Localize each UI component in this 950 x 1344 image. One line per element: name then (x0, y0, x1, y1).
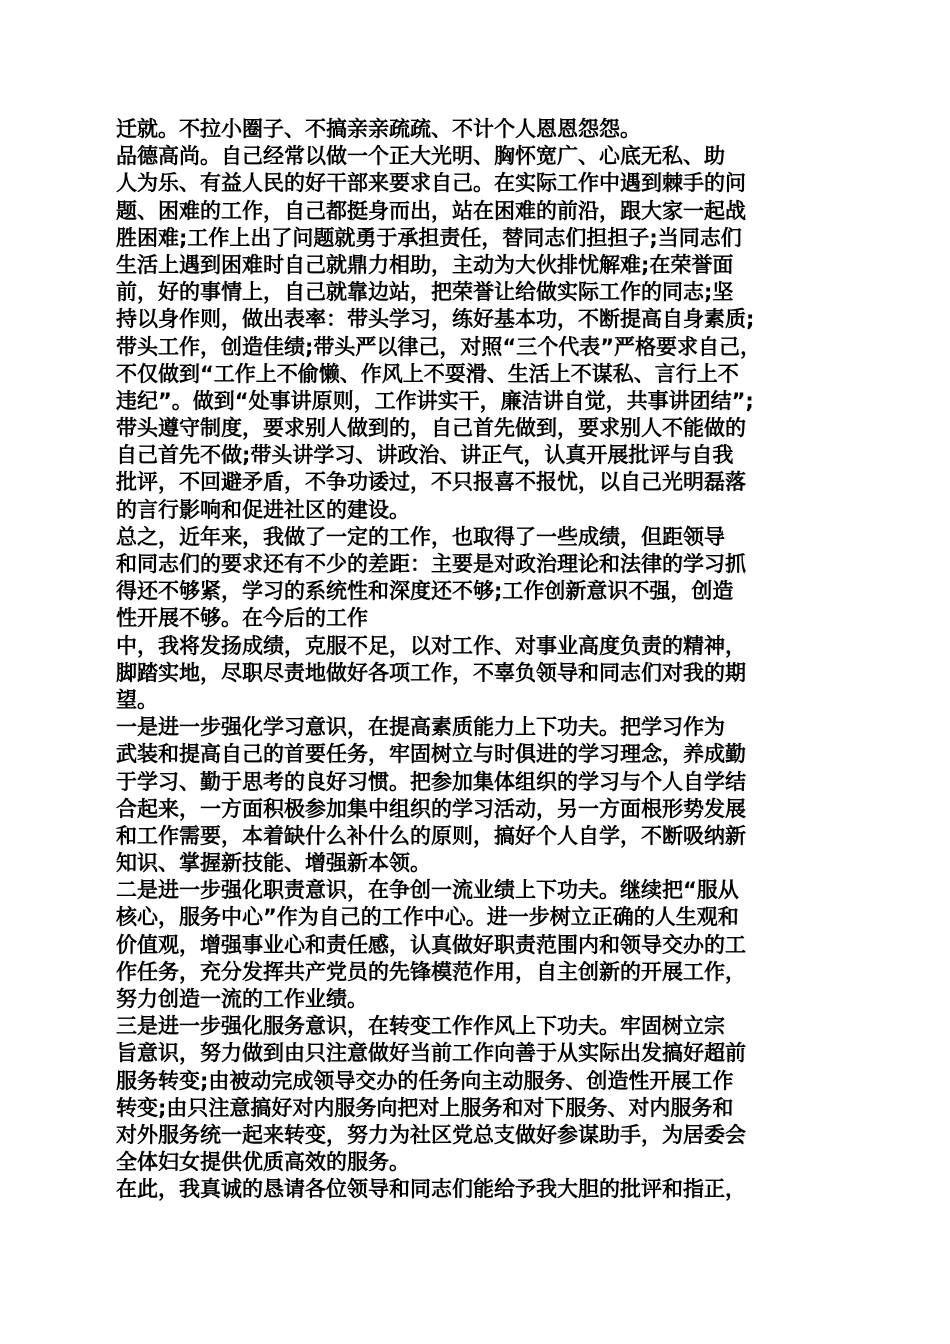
text-line: 在此，我真诚的恳请各位领导和同志们能给予我大胆的批评和指正， (116, 1177, 746, 1202)
text-line: 带头工作，创造佳绩;带头严以律己，对照“三个代表”严格要求自己， (116, 334, 761, 359)
text-line: 全体妇女提供优质高效的服务。 (116, 1150, 410, 1175)
text-line: 知识、掌握新技能、增强新本领。 (116, 851, 431, 876)
text-line: 合起来，一方面积极参加集中组织的学习活动，另一方面根形势发展 (116, 796, 746, 821)
text-line: 和工作需要，本着缺什么补什么的原则，搞好个人自学，不断吸纳新 (116, 823, 746, 848)
text-line: 自己首先不做;带头讲学习、讲政治、讲正气，认真开展批评与自我 (116, 443, 734, 468)
text-line: 胜困难;工作上出了问题就勇于承担责任，替同志们担担子;当同志们 (116, 225, 742, 250)
text-line: 努力创造一流的工作业绩。 (116, 987, 368, 1011)
text-line: 生活上遇到困难时自己就鼎力相助，主动为大伙排忧解难;在荣誉面 (116, 252, 734, 277)
text-line: 品德高尚。自己经常以做一个正大光明、胸怀宽广、心底无私、助 (116, 144, 725, 169)
text-line: 题、困难的工作，自己都挺身而出，站在困难的前沿，跟大家一起战 (116, 198, 746, 223)
text-line: 武装和提高自己的首要任务，牢固树立与时俱进的学习理念，养成勤 (116, 742, 746, 767)
text-line: 批评，不回避矛盾，不争功诿过，不只报喜不报忧，以自己光明磊落 (116, 470, 746, 495)
text-line: 望。 (116, 687, 158, 712)
text-line: 核心，服务中心”作为自己的工作中心。进一步树立正确的人生观和 (116, 905, 739, 930)
text-line: 转变;由只注意搞好对内服务向把对上服务和对下服务、对内服务和 (116, 1095, 734, 1120)
text-line: 一是进一步强化学习意识，在提高素质能力上下功夫。把学习作为 (116, 715, 725, 740)
text-line: 于学习、勤于思考的良好习惯。把参加集体组织的学习与个人自学结 (116, 769, 746, 794)
text-line: 作任务，充分发挥共产党员的先锋模范作用，自主创新的开展工作， (116, 959, 746, 984)
text-line: 二是进一步强化职责意识，在争创一流业绩上下功夫。继续把“服从 (116, 878, 739, 903)
text-line: 前，好的事情上，自己就靠边站，把荣誉让给做实际工作的同志;坚 (116, 280, 734, 305)
text-line: 价值观，增强事业心和责任感，认真做好职责范围内和领导交办的工 (116, 932, 746, 957)
text-line: 得还不够紧，学习的系统性和深度还不够;工作创新意识不强，创造 (116, 579, 734, 604)
document-body (116, 116, 838, 1204)
text-line: 违纪”。做到“处事讲原则，工作讲实干，廉洁讲自觉，共事讲团结”; (116, 388, 754, 413)
text-line: 对外服务统一起来转变，努力为社区党总支做好参谋助手，为居委会 (116, 1122, 746, 1147)
text-line: 脚踏实地，尽职尽责地做好各项工作，不辜负领导和同志们对我的期 (116, 660, 746, 685)
text-line: 三是进一步强化服务意识，在转变工作作风上下功夫。牢固树立宗 (116, 1014, 725, 1039)
text-line: 迁就。不拉小圈子、不搞亲亲疏疏、不计个人恩恩怨怨。 (116, 117, 641, 141)
text-line: 旨意识，努力做到由只注意做好当前工作向善于从实际出发搞好超前 (116, 1041, 746, 1066)
text-line: 总之，近年来，我做了一定的工作，也取得了一些成绩，但距领导 (116, 524, 725, 549)
text-line: 的言行影响和促进社区的建设。 (116, 497, 410, 522)
text-line: 中，我将发扬成绩，克服不足，以对工作、对事业高度负责的精神， (116, 633, 746, 658)
text-line: 不仅做到“工作上不偷懒、作风上不耍滑、生活上不谋私、言行上不 (116, 361, 739, 386)
text-line: 和同志们的要求还有不少的差距：主要是对政治理论和法律的学习抓 (116, 552, 746, 576)
text-line: 性开展不够。在今后的工作 (116, 606, 368, 631)
text-line: 带头遵守制度，要求别人做到的，自己首先做到，要求别人不能做的 (116, 416, 746, 441)
text-line: 人为乐、有益人民的好干部来要求自己。在实际工作中遇到棘手的问 (116, 171, 746, 196)
text-line: 持以身作则，做出表率：带头学习，练好基本功，不断提高自身素质; (116, 307, 755, 332)
text-line: 服务转变;由被动完成领导交办的任务向主动服务、创造性开展工作 (116, 1068, 734, 1093)
